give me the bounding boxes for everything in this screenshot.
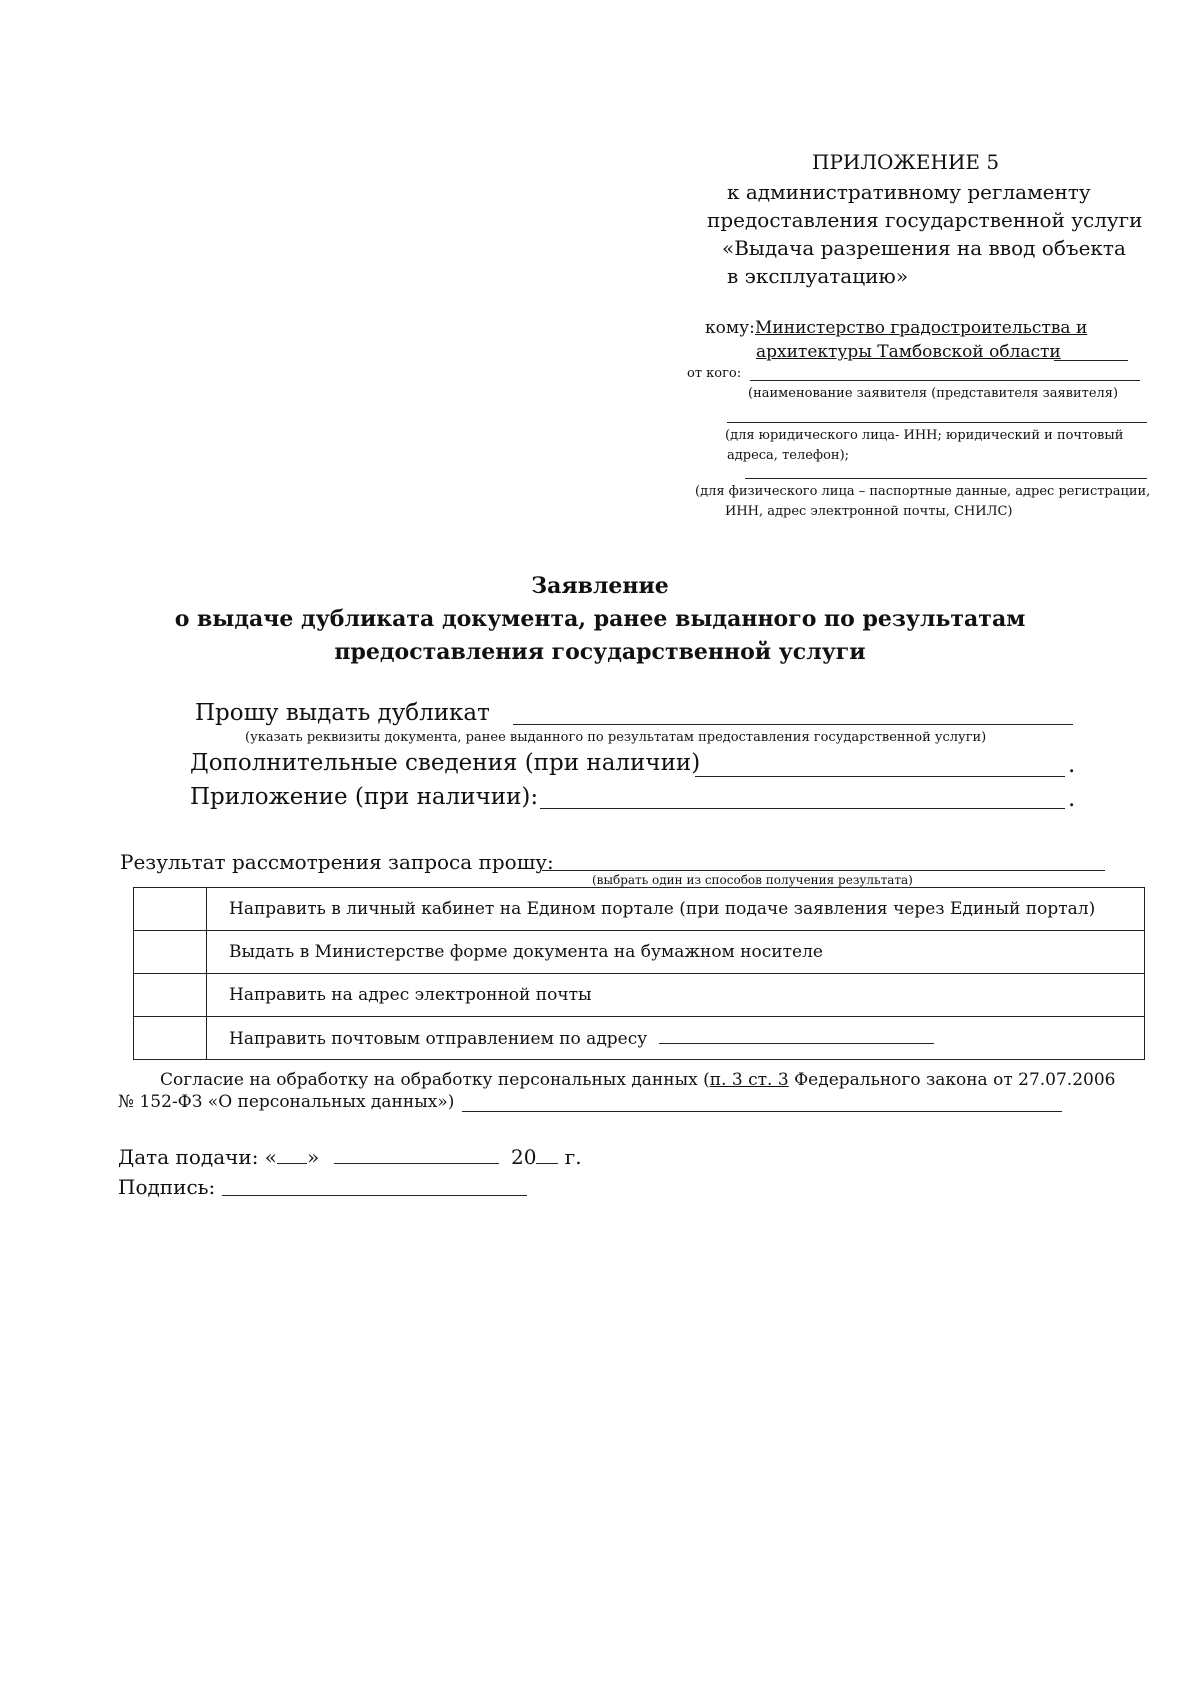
option-label: Выдать в Министерстве форме документа на бумажном носителе	[207, 931, 1145, 974]
consent-line-1: Согласие на обработку на обработку персональных данных (п. 3 ст. 3 Федерального закона от 27.07.2006	[160, 1070, 1116, 1090]
option-label-with-field	[207, 1017, 1145, 1060]
person-field[interactable]	[745, 478, 1147, 479]
legal-entity-field[interactable]	[727, 422, 1147, 423]
appendix-line-1: к административному регламенту	[727, 180, 1091, 204]
extra-info-period: .	[1068, 752, 1076, 778]
extra-info-field[interactable]	[695, 776, 1065, 777]
result-field[interactable]	[542, 870, 1105, 871]
postal-address-field[interactable]	[659, 1027, 934, 1044]
appendix-line-3: «Выдача разрешения на ввод объекта	[722, 236, 1126, 260]
option-checkbox[interactable]	[134, 931, 207, 974]
document-subtitle-2: предоставления государственной услуги	[334, 639, 866, 665]
legal-entity-hint-2: адреса, телефон);	[727, 448, 850, 463]
option-label: Направить почтовым отправлением по адресу	[229, 1029, 648, 1049]
legal-entity-hint-1: (для юридического лица- ИНН; юридический и почтовый	[725, 428, 1124, 443]
option-checkbox[interactable]	[134, 888, 207, 931]
request-field[interactable]	[513, 724, 1073, 725]
to-label: кому:	[705, 318, 755, 338]
document-subtitle-1: о выдаче дубликата документа, ранее выданного по результатам	[174, 606, 1026, 632]
option-checkbox[interactable]	[134, 1017, 207, 1060]
extra-info-label: Дополнительные сведения (при наличии)	[190, 750, 701, 776]
date-month-field[interactable]	[334, 1147, 499, 1164]
attachment-label: Приложение (при наличии):	[190, 784, 539, 810]
attachment-field[interactable]	[540, 808, 1065, 809]
consent-line-2: № 152-ФЗ «О персональных данных»)	[118, 1092, 455, 1112]
appendix-line-4: в эксплуатацию»	[727, 264, 909, 288]
recipient-line-1: Министерство градостроительства и	[755, 318, 1088, 338]
date-day-field[interactable]	[277, 1147, 307, 1164]
option-row[interactable]	[134, 1017, 1145, 1060]
signature-field[interactable]	[222, 1195, 527, 1196]
option-label: Направить на адрес электронной почты	[207, 974, 1145, 1017]
person-hint-1: (для физического лица – паспортные данные, адрес регистрации,	[695, 484, 1151, 499]
option-label: Направить в личный кабинет на Едином портале (при подаче заявления через Единый портал)	[207, 888, 1145, 931]
applicant-name-field[interactable]	[750, 380, 1140, 381]
option-row[interactable]	[134, 974, 1145, 1017]
document-title: Заявление	[531, 573, 669, 599]
result-label: Результат рассмотрения запроса прошу:	[120, 850, 554, 874]
consent-field[interactable]	[462, 1111, 1062, 1112]
applicant-name-hint: (наименование заявителя (представителя заявителя)	[748, 386, 1119, 401]
result-options-table	[133, 887, 1145, 1060]
appendix-line-2: предоставления государственной услуги	[707, 208, 1143, 232]
law-article-link[interactable]: п. 3 ст. 3	[709, 1070, 789, 1090]
submission-date-label: Дата подачи: « » 20 г.	[118, 1145, 582, 1169]
option-row[interactable]	[134, 888, 1145, 931]
signature-label: Подпись:	[118, 1175, 216, 1199]
result-hint: (выбрать один из способов получения результата)	[592, 873, 913, 887]
request-hint: (указать реквизиты документа, ранее выданного по результатам предоставления государственной услуги)	[245, 730, 987, 745]
from-label: от кого:	[687, 366, 742, 381]
option-row[interactable]	[134, 931, 1145, 974]
appendix-title: ПРИЛОЖЕНИЕ 5	[812, 150, 1000, 174]
request-label: Прошу выдать дубликат	[195, 700, 490, 726]
person-hint-2: ИНН, адрес электронной почты, СНИЛС)	[725, 504, 1013, 519]
option-checkbox[interactable]	[134, 974, 207, 1017]
date-year-field[interactable]	[536, 1147, 558, 1164]
attachment-period: .	[1068, 786, 1076, 812]
recipient-line-2: архитектуры Тамбовской области	[756, 342, 1061, 362]
recipient-fill-line[interactable]	[1054, 360, 1128, 361]
